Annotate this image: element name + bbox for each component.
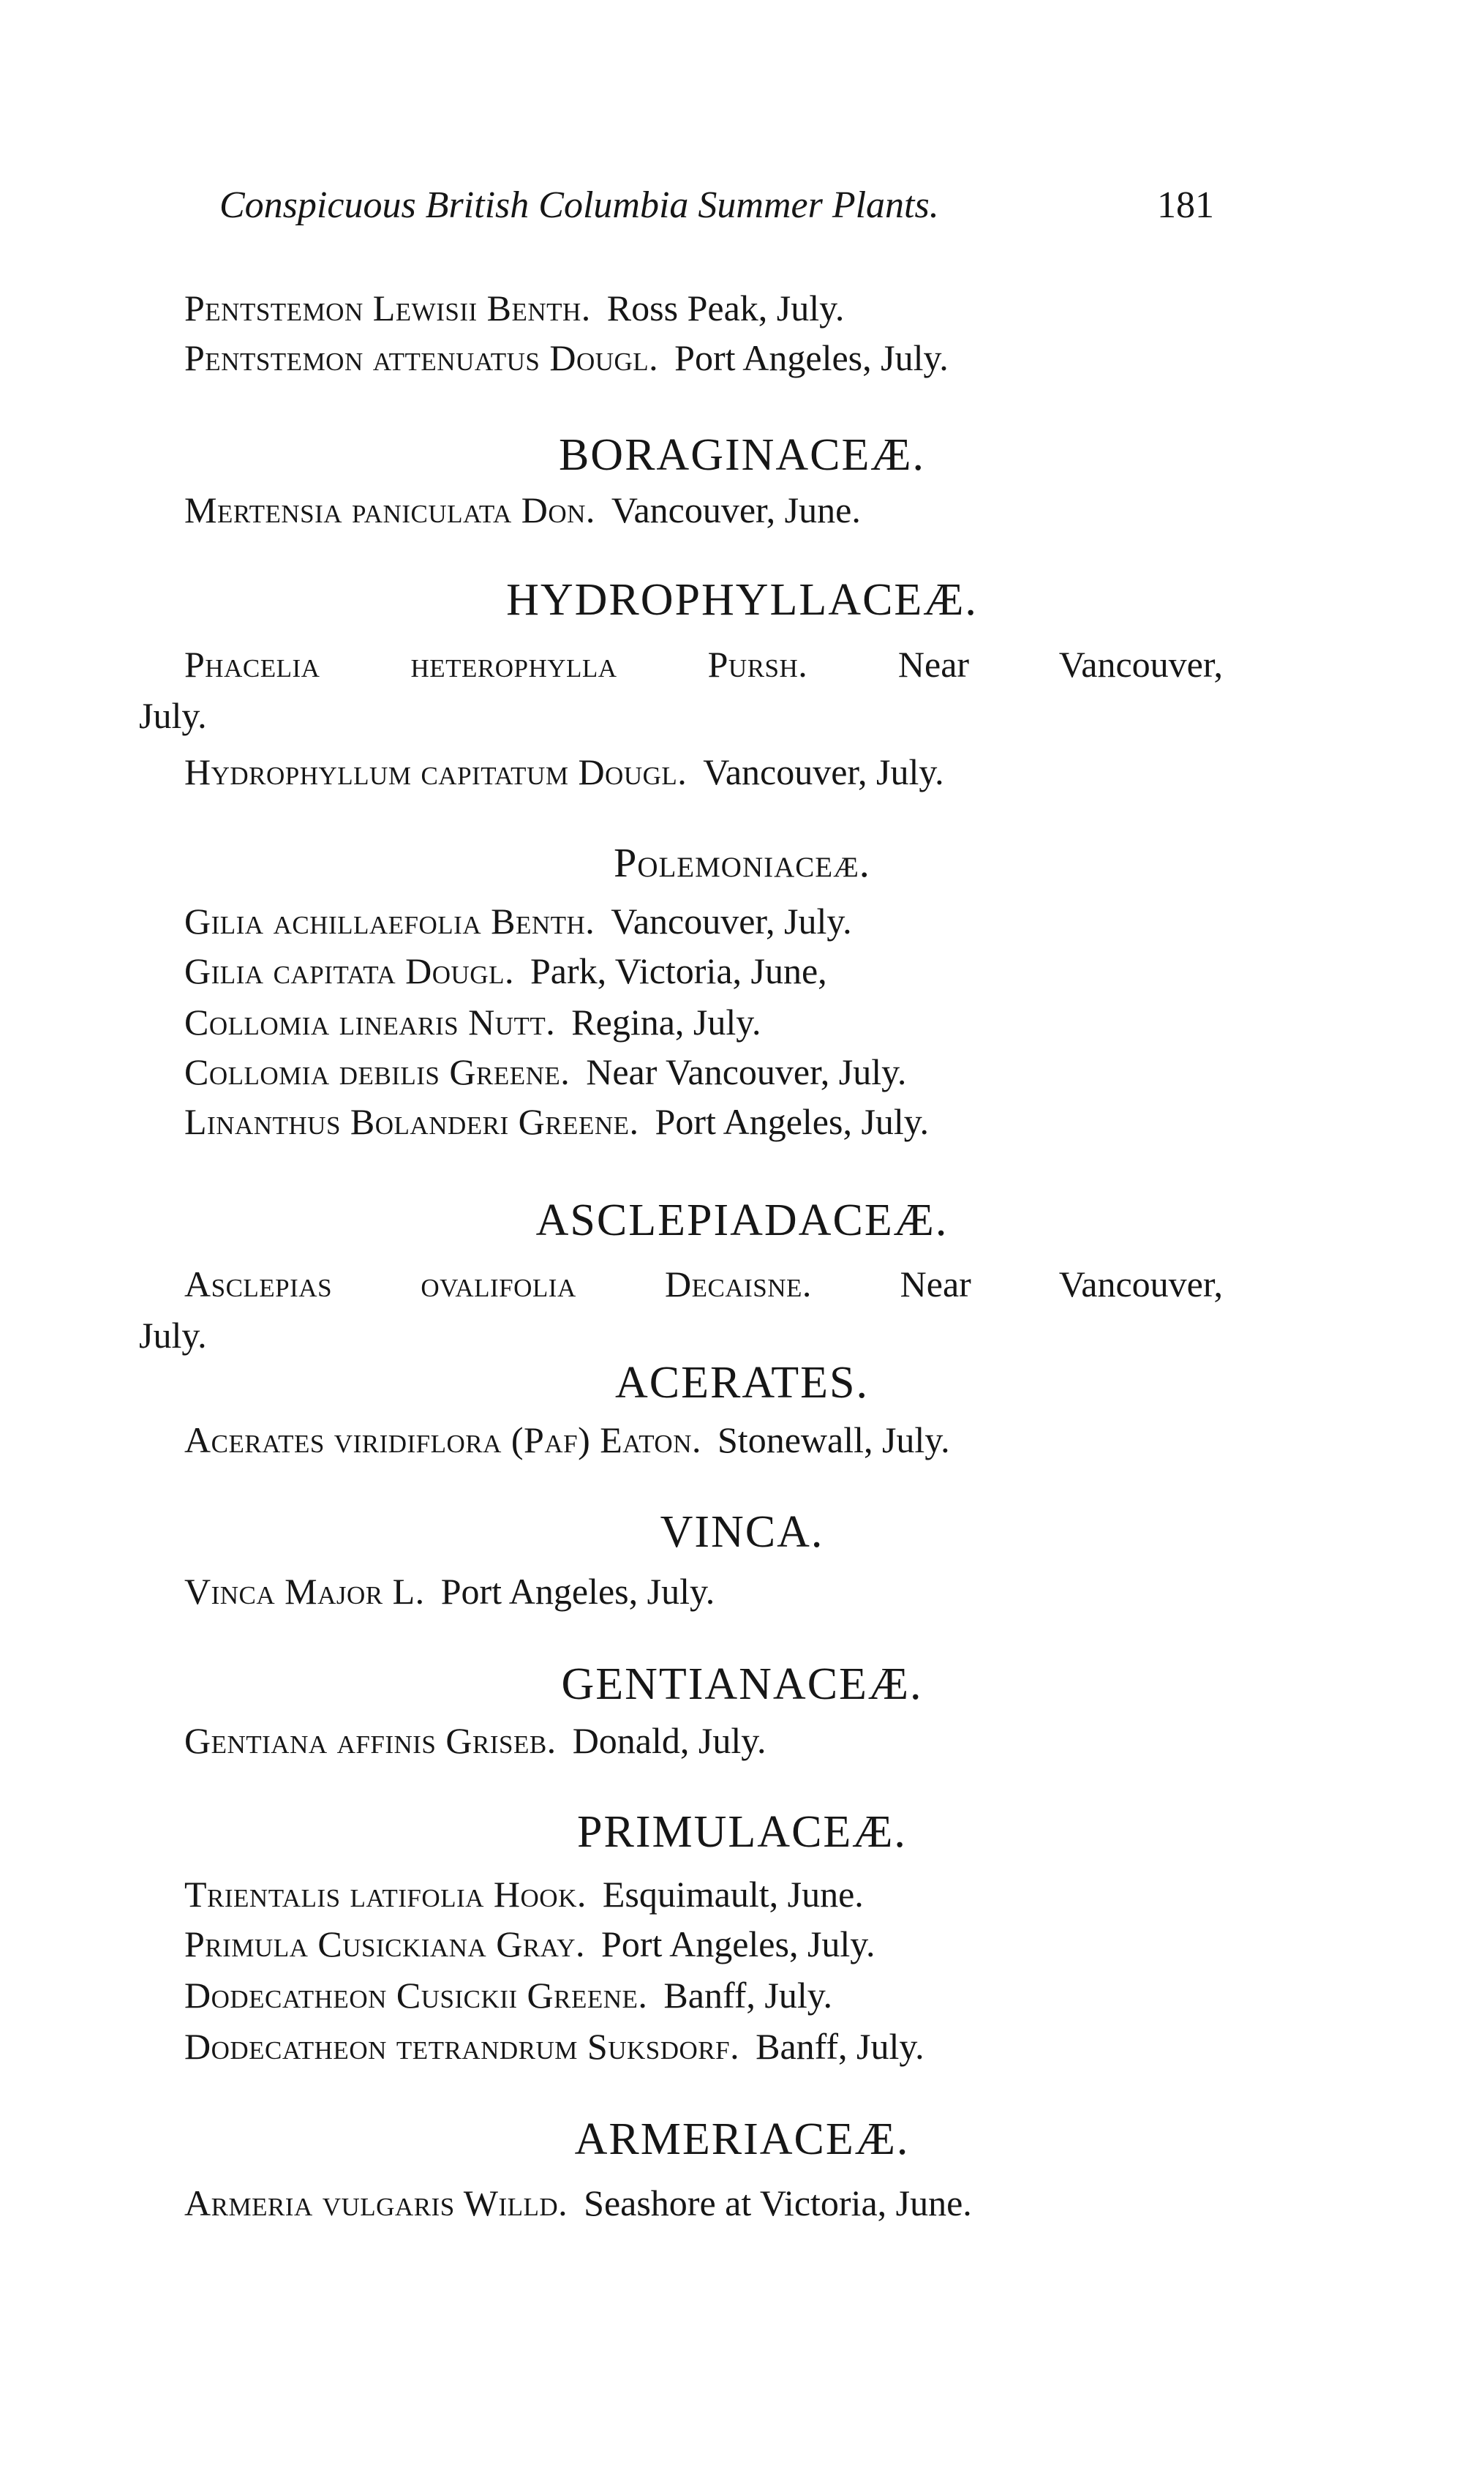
plant-entry	[184, 1971, 1223, 2019]
locality: Port Angeles, July.	[601, 1923, 875, 1964]
plant-entry	[184, 640, 1223, 688]
species-name: Vinca Major L.	[184, 1571, 425, 1612]
plant-entry	[184, 2179, 1223, 2227]
species-name: Trientalis latifolia Hook.	[184, 1874, 587, 1915]
locality: Park, Victoria, June,	[530, 950, 827, 991]
locality: Near Vancouver,	[900, 1264, 1223, 1305]
plant-entry	[184, 1716, 1223, 1765]
plant-entry	[184, 748, 1223, 796]
plant-entry	[184, 897, 1223, 945]
plant-entry	[184, 1870, 1223, 1918]
family-heading: ARMERIACEÆ.	[574, 2114, 910, 2164]
locality: Regina, July.	[571, 1002, 761, 1043]
species-name: Collomia debilis Greene.	[184, 1051, 570, 1092]
species-name: Armeria vulgaris Willd.	[184, 2182, 568, 2223]
family-heading: Polemoniaceæ.	[614, 841, 870, 886]
species-name: Dodecatheon Cusickii Greene.	[184, 1975, 648, 2016]
plant-entry	[184, 334, 1223, 382]
locality: Stonewall, July.	[717, 1419, 950, 1460]
plant-entry	[184, 486, 1223, 534]
plant-entry	[184, 1048, 1223, 1096]
species-name: Gilia capitata Dougl.	[184, 950, 514, 991]
entry-continuation: July.	[139, 695, 207, 736]
species-name: Gentiana affinis Griseb.	[184, 1720, 557, 1761]
species-name: Pentstemon Lewisii Benth.	[184, 288, 591, 329]
page-number: 181	[1157, 184, 1214, 226]
family-heading: GENTIANACEÆ.	[561, 1659, 923, 1709]
species-name: Asclepias ovalifolia Decaisne.	[184, 1264, 812, 1305]
plant-entry	[184, 998, 1223, 1046]
family-heading: BORAGINACEÆ.	[558, 430, 926, 480]
species-name: Primula Cusickiana Gray.	[184, 1923, 586, 1964]
locality: Near Vancouver, July.	[586, 1051, 907, 1092]
plant-entry	[184, 1920, 1223, 1968]
family-heading: ASCLEPIADACEÆ.	[535, 1195, 949, 1245]
locality: Banff, July.	[756, 2026, 924, 2067]
species-name: Collomia linearis Nutt.	[184, 1002, 556, 1043]
species-name: Linanthus Bolanderi Greene.	[184, 1101, 639, 1142]
species-name: Mertensia paniculata Don.	[184, 489, 595, 530]
plant-entry	[184, 947, 1223, 995]
locality: Ross Peak, July.	[606, 288, 845, 329]
locality: Seashore at Victoria, June.	[584, 2182, 972, 2223]
family-heading: HYDROPHYLLACEÆ.	[506, 575, 978, 625]
species-name: Acerates viridiflora (Paf) Eaton.	[184, 1419, 701, 1460]
species-name: Phacelia heterophylla Pursh.	[184, 644, 808, 685]
locality: Near Vancouver,	[897, 644, 1223, 685]
species-name: Hydrophyllum capitatum Dougl.	[184, 751, 688, 792]
plant-entry	[184, 1260, 1223, 1308]
species-name: Dodecatheon tetrandrum Suksdorf.	[184, 2026, 740, 2067]
plant-entry	[184, 1567, 1223, 1615]
locality: Banff, July.	[663, 1975, 832, 2016]
plant-entry	[184, 284, 1223, 332]
plant-entry	[184, 1097, 1223, 1146]
family-heading: VINCA.	[660, 1507, 824, 1557]
locality: Esquimault, June.	[602, 1874, 864, 1915]
entry-continuation: July.	[139, 1315, 207, 1356]
locality: Donald, July.	[572, 1720, 767, 1761]
locality: Vancouver, June.	[611, 489, 861, 530]
locality: Vancouver, July.	[611, 901, 852, 942]
plant-entry	[184, 1416, 1223, 1464]
running-title: Conspicuous British Columbia Summer Plants.	[219, 184, 939, 226]
locality: Port Angeles, July.	[655, 1101, 930, 1142]
family-heading: PRIMULACEÆ.	[577, 1807, 907, 1857]
locality: Vancouver, July.	[703, 751, 944, 792]
running-head	[219, 180, 1214, 231]
locality: Port Angeles, July.	[674, 337, 949, 378]
locality: Port Angeles, July.	[440, 1571, 715, 1612]
species-name: Gilia achillaefolia Benth.	[184, 901, 595, 942]
plant-entry	[184, 2022, 1223, 2071]
species-name: Pentstemon attenuatus Dougl.	[184, 337, 659, 378]
family-heading: ACERATES.	[615, 1358, 869, 1408]
